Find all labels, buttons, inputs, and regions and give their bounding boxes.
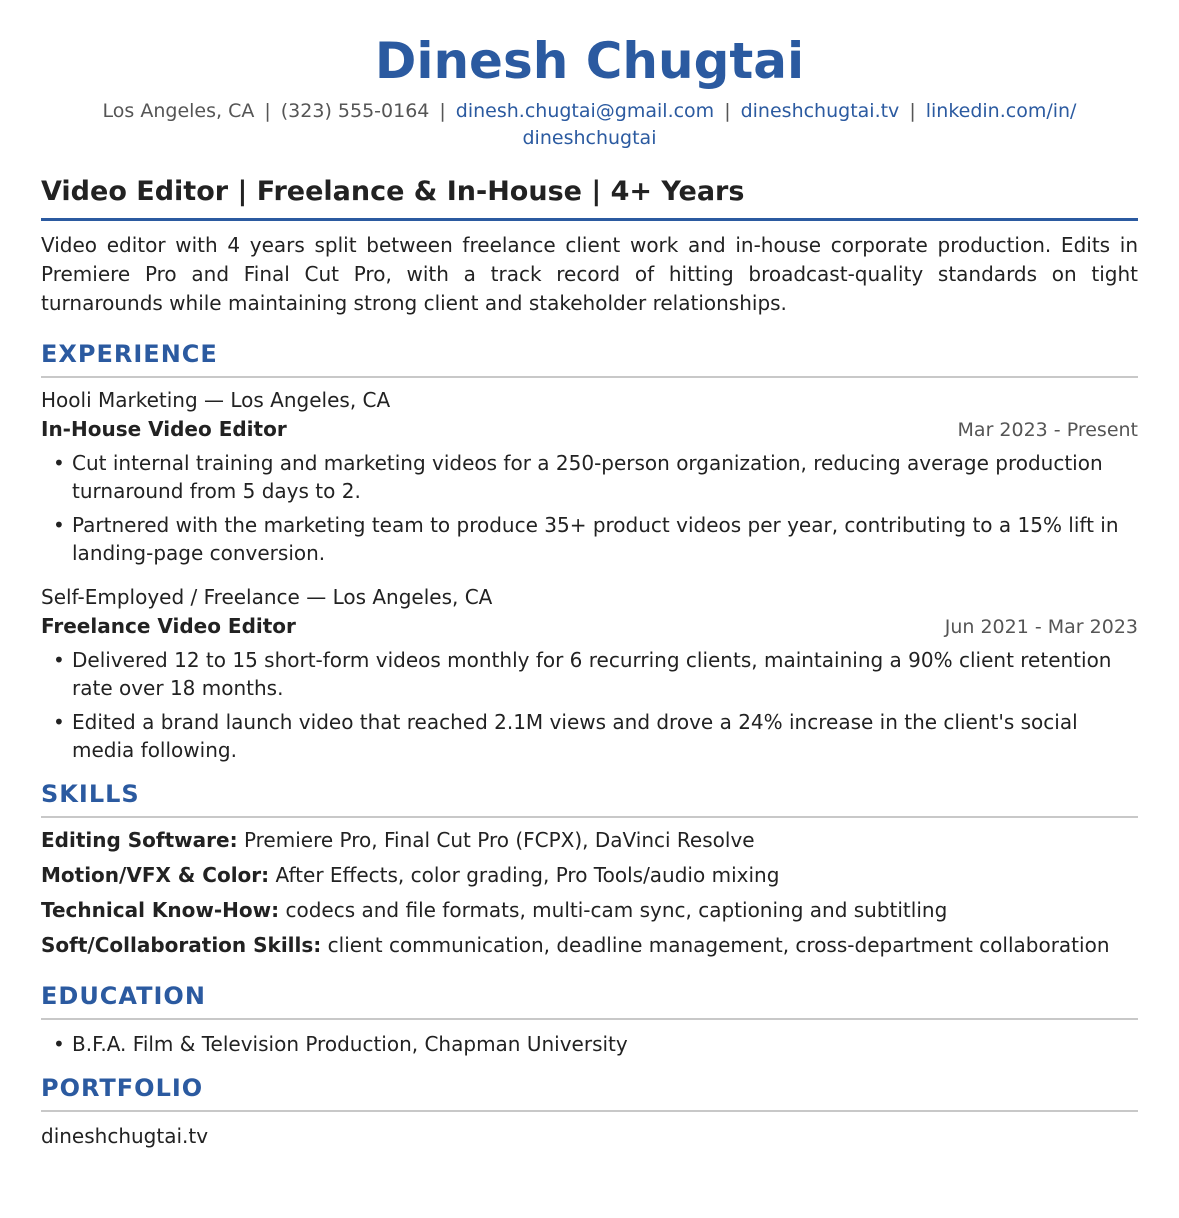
education-heading: EDUCATION [41,980,1138,1020]
job-dates: Mar 2023 - Present [957,419,1138,441]
skill-value: codecs and file formats, multi-cam sync, captioning and subtitling [285,898,948,922]
headline: Video Editor | Freelance & In-House | 4+ Years [41,174,1138,221]
skill-label: Soft/Collaboration Skills: [41,933,322,957]
experience-heading: EXPERIENCE [41,338,1138,378]
linkedin-link-part1: linkedin.com/in/ [925,100,1077,122]
list-item [41,708,1138,764]
job-title: In-House Video Editor [41,417,287,441]
bullet-glyph: • [53,1032,65,1056]
skill-value: After Effects, color grading, Pro Tools/audio mixing [275,863,780,887]
job-role-row [41,415,1138,445]
bullet-glyph: • [53,710,65,734]
location-text: Los Angeles, CA [102,100,255,122]
job-company: Hooli Marketing — Los Angeles, CA [41,388,391,412]
bullet-text: Edited a brand launch video that reached 2.1M views and drove a 24% increase in the client's social media following. [72,710,1078,762]
skill-label: Editing Software: [41,828,238,852]
bullet-glyph: • [53,648,65,672]
candidate-name: Dinesh Chugtai [374,32,805,90]
job-entry [41,583,1138,764]
email-link[interactable]: dinesh.chugtai@gmail.com [455,100,715,122]
bullet-text: Partnered with the marketing team to produce 35+ product videos per year, contributing to a 15% lift in landing-page conversion. [72,513,1119,565]
portfolio-link[interactable]: dineshchugtai.tv [41,1124,209,1148]
job-role-row [41,612,1138,642]
summary-paragraph: Video editor with 4 years split between freelance client work and in-house corporate production. Edits in Premiere Pro and Final Cut Pro, with a track record of hitting broadcast-quality standards on tight turnarounds while maintaining strong client and stakeholder relationships. [41,233,1138,315]
list-item [41,449,1138,505]
bullet-text: Delivered 12 to 15 short-form videos monthly for 6 recurring clients, maintaining a 90% client retention rate over 18 months. [72,648,1112,700]
separator: | [724,100,731,122]
linkedin-link-part2: dineshchugtai [522,127,657,149]
skill-label: Motion/VFX & Color: [41,863,270,887]
skills-heading: SKILLS [41,778,1138,818]
portfolio-heading: PORTFOLIO [41,1072,1138,1112]
job-entry [41,386,1138,567]
separator: | [909,100,916,122]
job-title: Freelance Video Editor [41,614,296,638]
list-item [41,511,1138,567]
job-dates: Jun 2021 - Mar 2023 [944,616,1138,638]
bullet-text: Cut internal training and marketing videos for a 250-person organization, reducing average production turnaround from 5 days to 2. [72,451,1103,503]
education-text: B.F.A. Film & Television Production, Chapman University [72,1032,628,1056]
skill-line [41,896,1138,925]
job-bullets [41,646,1138,764]
phone-text: (323) 555-0164 [280,100,430,122]
job-bullets [41,449,1138,567]
bullet-glyph: • [53,451,65,475]
separator: | [439,100,446,122]
contact-line [41,98,1138,152]
list-item [41,1030,1138,1058]
skill-line [41,931,1138,960]
skill-value: Premiere Pro, Final Cut Pro (FCPX), DaVinci Resolve [243,828,755,852]
skill-value: client communication, deadline management, cross-department collaboration [327,933,1110,957]
list-item [41,646,1138,702]
separator: | [264,100,271,122]
bullet-glyph: • [53,513,65,537]
skill-line [41,826,1138,855]
website-link[interactable]: dineshchugtai.tv [740,100,900,122]
skills-list [41,826,1138,960]
education-list [41,1030,1138,1058]
skill-line [41,861,1138,890]
skill-label: Technical Know-How: [41,898,280,922]
job-company: Self-Employed / Freelance — Los Angeles, CA [41,585,493,609]
